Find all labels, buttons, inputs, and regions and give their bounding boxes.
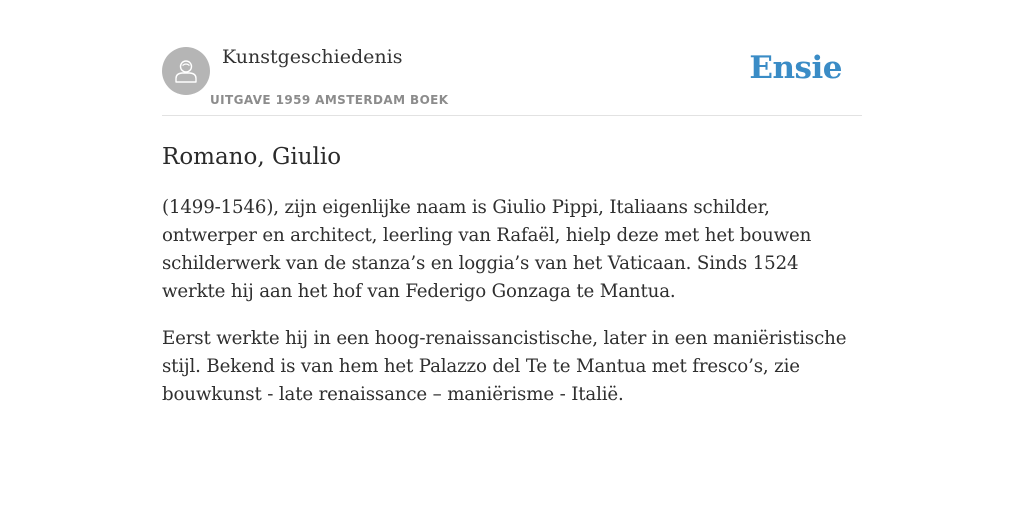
article-paragraph: Eerst werkte hij in een hoog-renaissancistische, later in een maniëristische stijl. Bekend is van hem het Palazzo del Te te Mantua met fresco’s, zie bouwkunst - late renaissance – maniërisme - Italië. [162,328,847,405]
edition-label[interactable]: UITGAVE 1959 AMSTERDAM BOEK [210,93,449,107]
avatar[interactable] [162,47,210,95]
user-placeholder-icon [171,56,201,86]
ensie-logo[interactable]: Ensie [749,50,842,86]
article-title: Romano, Giulio [162,144,342,170]
page-header [162,0,862,116]
category-link[interactable]: Kunstgeschiedenis [222,46,403,68]
article-body [162,194,862,409]
article-paragraph: (1499-1546), zijn eigenlijke naam is Giulio Pippi, Italiaans schilder, ontwerper en architect, leerling van Rafaël, hielp deze met het bouwen schilderwerk van de stanza’s en loggia’s van het Vaticaan. Sinds 1524 werkte hij aan het hof van Federigo Gonzaga te Mantua. [162,197,812,302]
page-container [162,0,862,409]
